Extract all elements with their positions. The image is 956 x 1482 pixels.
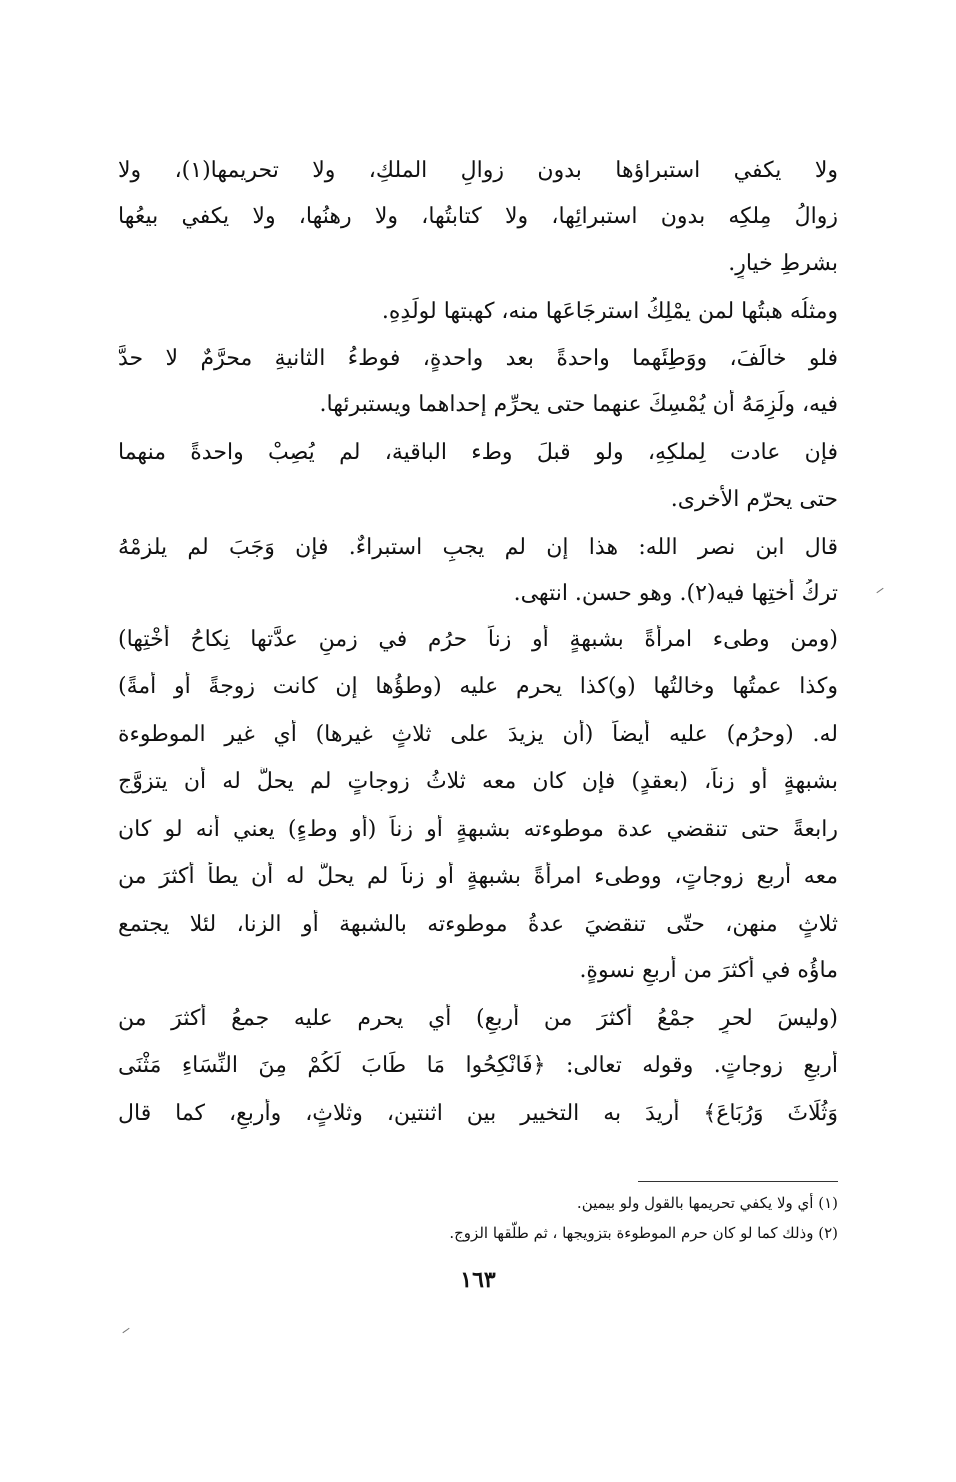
margin-mark <box>122 1328 129 1333</box>
text-line: ماؤُه في أكثرَ من أربعِ نسوةٍ. <box>579 958 838 983</box>
text-line: رابعةً حتى تنقضي عدة موطوءته بشبهةٍ أو زناً (أو وطءٍ) يعني أنه لو كان <box>118 817 838 842</box>
text-line: (ومن وطىء امرأةً بشبهةٍ أو زناً حرُم في زمنِ عدَّتها نِكاحُ أُخْتِها) <box>118 627 838 652</box>
text-line: له. (وحرُم) عليه أيضاً (أن يزيدَ على ثلاثٍ غيرها) أي غير الموطوءة <box>118 722 838 747</box>
margin-mark <box>876 588 883 593</box>
text-line: بشرطِ خيارٍ. <box>728 251 838 276</box>
text-line: فإن عادت لِملكِهِ، ولو قبلَ وطء الباقية، لم يُصِبْ واحدةً منهما <box>118 440 838 465</box>
text-line: ومثلُه هبتُها لمن يمْلِكُ استرجَاعَها منه، كهبتها لولَدِهِ. <box>381 299 838 324</box>
text-line: ولا يكفي استبراؤها بدون زوالِ الملكِ، ولا تحريمها(١)، ولا <box>118 158 838 183</box>
text-line: معه أربع زوجاتٍ، ووطىء امرأةً بشبهةٍ أو زناً لم يحلَّ له أن يطأ أكثرَ من <box>118 864 838 889</box>
text-line: وَثُلَاثَ وَرُبَاعَ﴾ أريدَ به التخيير بين اثنتين، وثلاثٍ، وأربعٍ، كما قال <box>118 1101 838 1126</box>
page-number: ١٦٣ <box>460 1267 496 1293</box>
footnote-separator <box>638 1181 838 1182</box>
footnote: (٢) وذلك كما لو كان حرم الموطوءة بتزويجها ، ثم طلّقها الزوج. <box>449 1224 838 1242</box>
text-line: قال ابن نصر الله: هذا إن لم يجبِ استبراءٌ. فإن وَجَبَ لم يلزمْهُ <box>118 535 838 560</box>
text-line: وكذا عمتُها وخالتُها (و)كذا يحرم عليه (وطؤُها إن كانت زوجةً أو أمةً) <box>118 674 838 699</box>
text-line: تركُ أختِها فيه(٢). وهو حسن. انتهى. <box>513 581 838 606</box>
text-line: أربعِ زوجاتٍ. وقوله تعالى: ﴿فَانْكِحُوا مَا طَابَ لَكُمْ مِنَ النِّسَاءِ مَثْنَى <box>118 1053 838 1078</box>
text-line: بشبهةٍ أو زناً، (بعقدٍ) فإن كان معه ثلاثُ زوجاتٍ لم يحلَّ له أن يتزوَّج <box>118 769 838 794</box>
text-line: زوالُ مِلكِه بدون استبرائِها، ولا كتابتُها، ولا رهنُها، ولا يكفي بيعُها <box>118 204 838 229</box>
footnote: (١) أي ولا يكفي تحريمها بالقول ولو بيمين. <box>576 1194 838 1212</box>
text-line: فيه، ولَزِمَهُ أن يُمْسِكَ عنهما حتى يحرِّم إحداهما ويستبرئها. <box>319 392 838 417</box>
text-line: فلو خالَفَ، ووَطِئَهما واحدةً بعد واحدةٍ، فوطءُ الثانيةِ محرَّمٌ لا حدَّ <box>118 346 838 371</box>
text-line: حتى يحرّم الأخرى. <box>670 487 838 512</box>
text-line: ثلاثٍ منهن، حتّى تنقضيَ عدةُ موطوءته بالشبهة أو الزنا، لئلا يجتمع <box>118 912 838 937</box>
text-line: (وليسَ لحرٍ جمْعُ أكثرَ من أربعٍ) أي يحرم عليه جمعُ أكثرَ من <box>118 1006 838 1031</box>
